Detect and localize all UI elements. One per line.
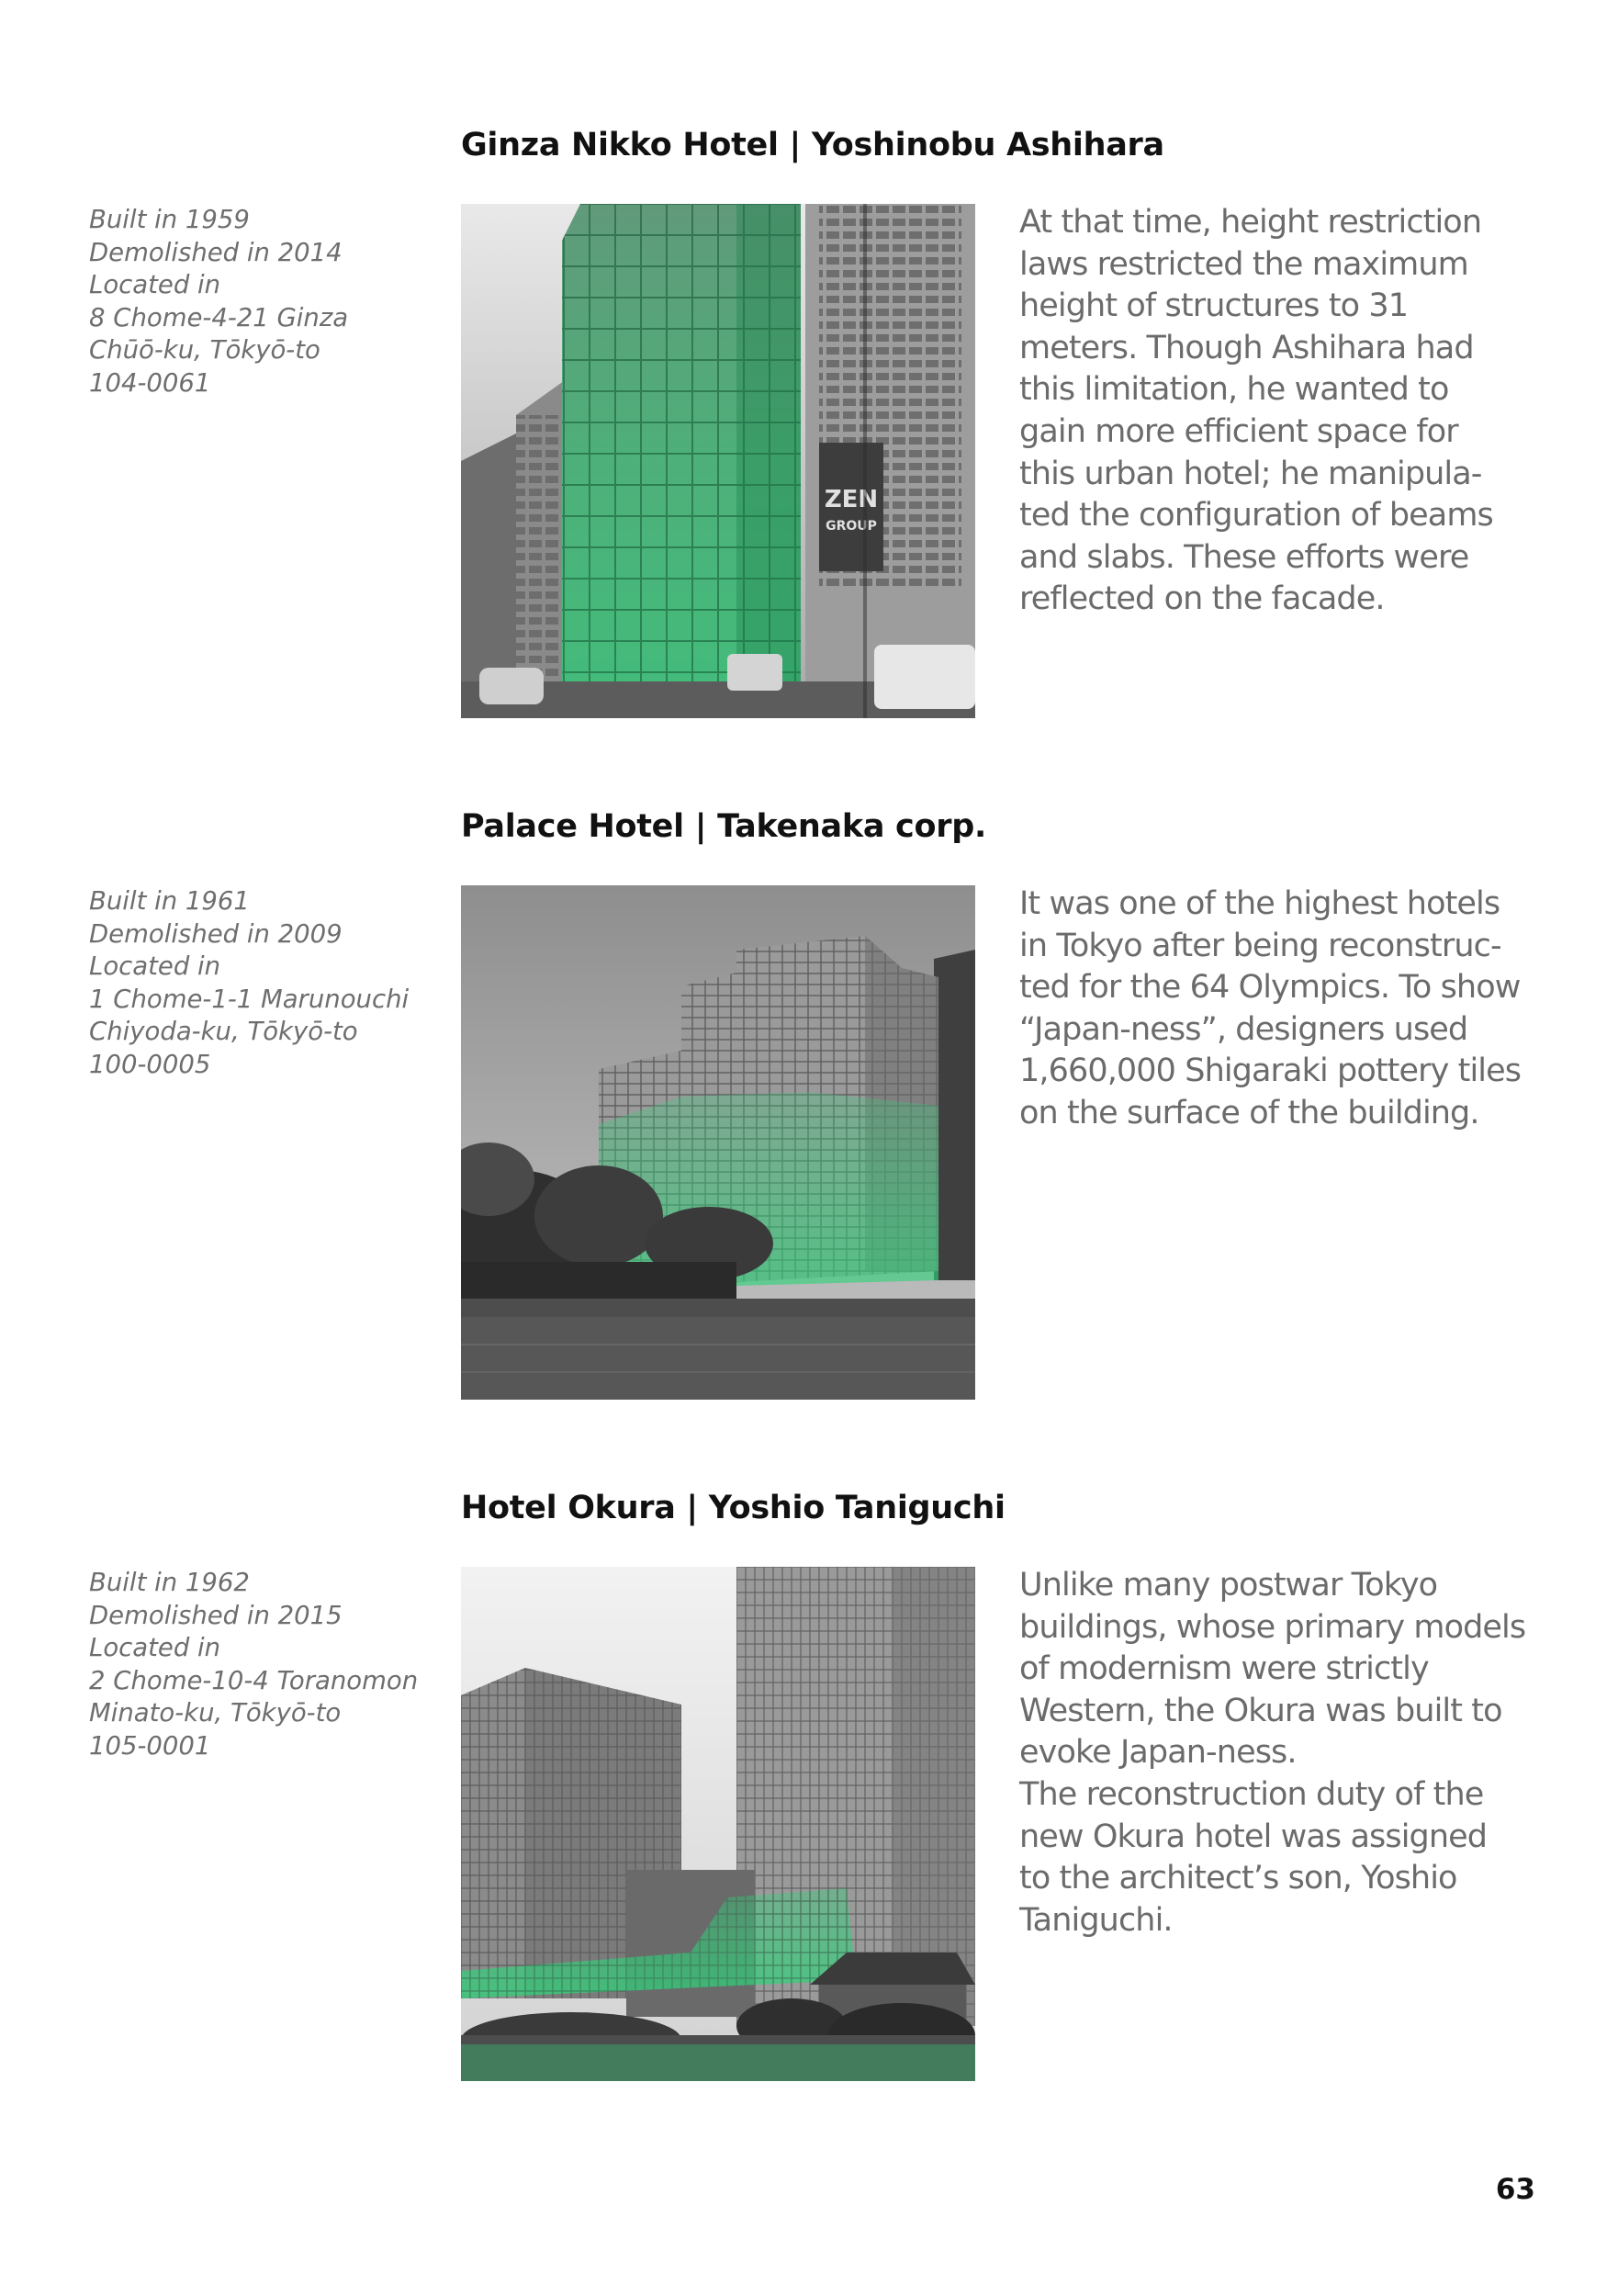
section-title: Palace Hotel | Takenaka corp. [461, 808, 986, 845]
building-meta [89, 885, 409, 1081]
located-label: Located in [89, 1633, 221, 1662]
address-street: 2 Chome-10-4 Toranomon [89, 1665, 419, 1695]
hotel-section-okura [0, 1490, 1618, 2096]
desc-line: laws restricted the maximum [1019, 245, 1468, 283]
address-city: Chiyoda-ku, Tōkyō-to [89, 1017, 358, 1046]
desc-line: 1,660,000 Shigaraki pottery tiles [1019, 1052, 1522, 1090]
desc-line: meters. Though Ashihara had [1019, 329, 1474, 366]
desc-line: to the architect’s son, Yoshio [1019, 1860, 1457, 1897]
address-city: Chūō-ku, Tōkyō-to [89, 335, 320, 365]
section-title: Hotel Okura | Yoshio Taniguchi [461, 1490, 1006, 1526]
building-meta [89, 204, 348, 400]
desc-line: ted for the 64 Olympics. To show [1019, 969, 1521, 1007]
built-year: Built in 1962 [89, 1568, 250, 1597]
billboard-text: ZEN [824, 486, 879, 513]
hotel-okura-photo [461, 1567, 975, 2081]
desc-line: “Japan-ness”, designers used [1019, 1010, 1468, 1048]
desc-line: height of structures to 31 [1019, 287, 1409, 325]
address-street: 8 Chome-4-21 Ginza [89, 302, 349, 332]
desc-line: evoke Japan-ness. [1019, 1734, 1297, 1772]
section-description [1019, 1565, 1570, 1941]
address-postcode: 104-0061 [89, 367, 211, 398]
address-street: 1 Chome-1-1 Marunouchi [89, 984, 410, 1014]
building-photo [461, 885, 975, 1400]
built-year: Built in 1959 [89, 205, 250, 234]
desc-line: in Tokyo after being reconstruc- [1019, 927, 1501, 964]
address-postcode: 105-0001 [89, 1730, 211, 1761]
located-label: Located in [89, 270, 221, 299]
ginza-nikko-photo [461, 204, 975, 718]
hotel-section-palace [0, 808, 1618, 1414]
desc-line: At that time, height restriction [1019, 204, 1482, 241]
desc-line: Unlike many postwar Tokyo [1019, 1567, 1438, 1604]
section-title: Ginza Nikko Hotel | Yoshinobu Ashihara [461, 127, 1164, 163]
building-photo [461, 1567, 975, 2081]
address-city: Minato-ku, Tōkyō-to [89, 1698, 342, 1728]
desc-line: and slabs. These efforts were [1019, 538, 1469, 576]
address-postcode: 100-0005 [89, 1049, 211, 1079]
demolished-year: Demolished in 2015 [89, 1600, 343, 1630]
desc-line: new Okura hotel was assigned [1019, 1818, 1488, 1855]
desc-line: of modernism were strictly [1019, 1650, 1429, 1688]
billboard-subtext: GROUP [826, 519, 877, 534]
section-description [1019, 202, 1570, 621]
desc-line: this urban hotel; he manipula- [1019, 455, 1482, 492]
desc-line: buildings, whose primary models [1019, 1608, 1526, 1646]
demolished-year: Demolished in 2014 [89, 237, 343, 267]
built-year: Built in 1961 [89, 886, 250, 916]
desc-line: Western, the Okura was built to [1019, 1692, 1502, 1729]
desc-line: The reconstruction duty of the [1019, 1775, 1484, 1813]
desc-line: It was one of the highest hotels [1019, 885, 1500, 922]
desc-line: on the surface of the building. [1019, 1094, 1479, 1131]
demolished-year: Demolished in 2009 [89, 918, 343, 949]
building-meta [89, 1567, 418, 1762]
hotel-section-ginza-nikko [0, 127, 1618, 733]
page-number: 63 [1495, 2173, 1535, 2206]
desc-line: gain more efficient space for [1019, 412, 1458, 450]
desc-line: this limitation, he wanted to [1019, 371, 1449, 409]
palace-hotel-photo [461, 885, 975, 1400]
desc-line: Taniguchi. [1019, 1901, 1173, 1939]
located-label: Located in [89, 951, 221, 981]
desc-line: ted the configuration of beams [1019, 497, 1493, 535]
building-photo [461, 204, 975, 718]
section-description [1019, 884, 1570, 1135]
desc-line: reflected on the facade. [1019, 580, 1385, 618]
